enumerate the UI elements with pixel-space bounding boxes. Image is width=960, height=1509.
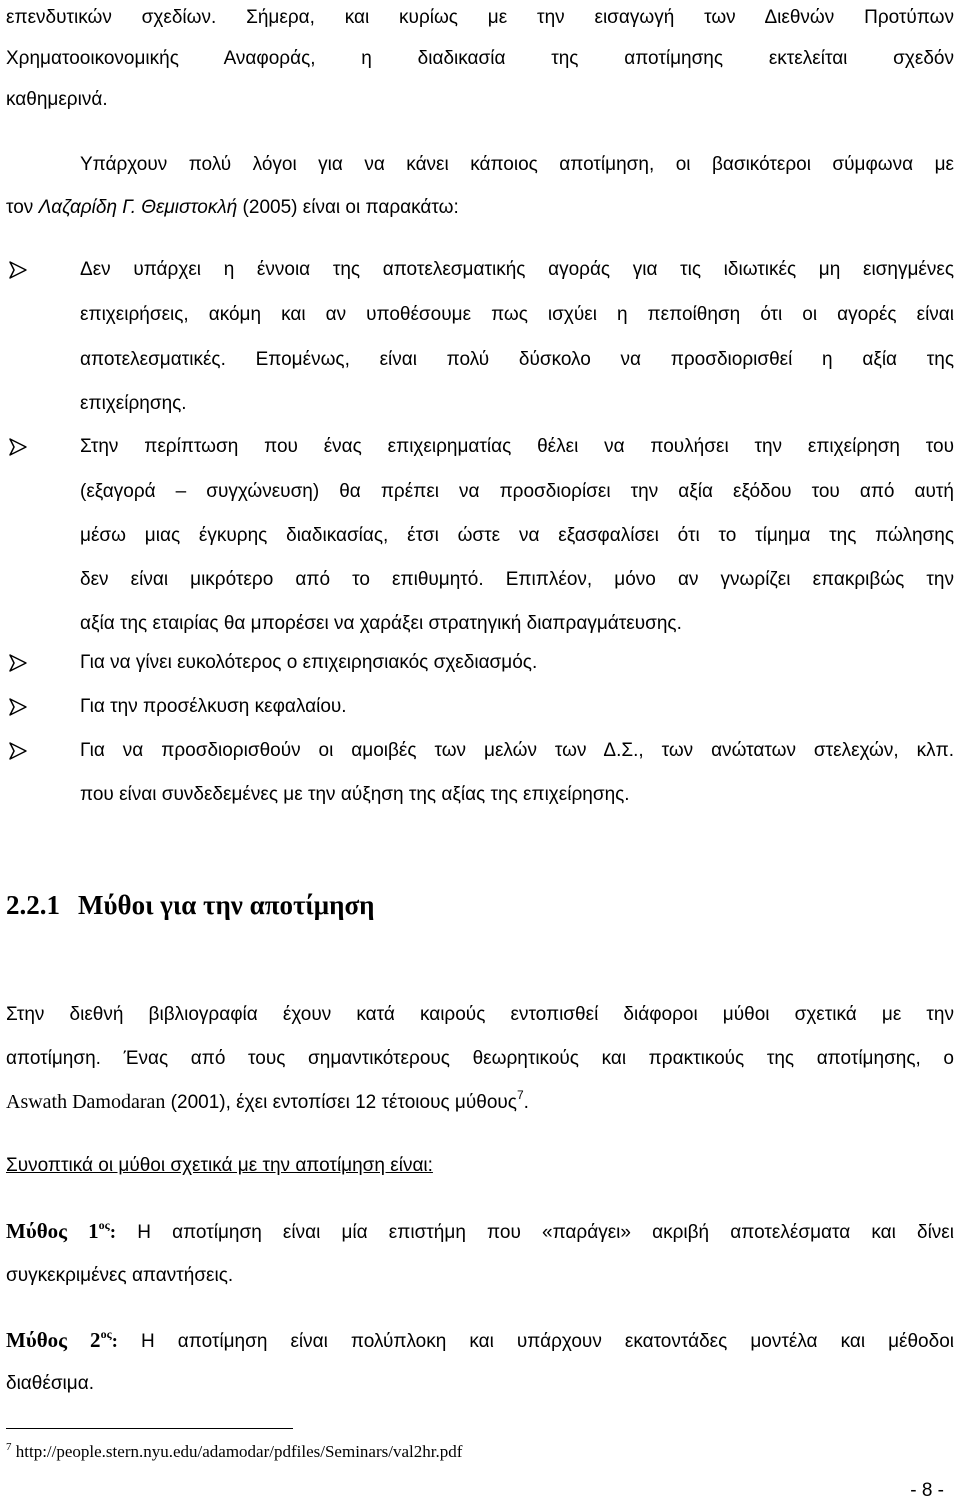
reasons-intro-post: (2005) είναι οι παρακάτω: — [237, 197, 459, 218]
page-number: - 8 - — [910, 1480, 944, 1501]
myth-1-line-1 — [6, 1218, 954, 1246]
bullet-2-line-1: Στην περίπτωση που ένας επιχειρηματίας θέλει να πουλήσει την επιχείρηση του — [80, 436, 954, 457]
bullet-5-line-2: που είναι συνδεδεμένες με την αύξηση της αξίας της επιχείρησης. — [80, 784, 630, 805]
myths-intro-line-3 — [6, 1089, 529, 1116]
intro-line-1: επενδυτικών σχεδίων. Σήμερα, και κυρίως με την εισαγωγή των Διεθνών Προτύπων — [6, 7, 954, 28]
myth-1-label: Μύθος 1 — [6, 1219, 99, 1243]
bullet-1-line-2: επιχειρήσεις, ακόμη και αν υποθέσουμε πως ισχύει η πεποίθηση ότι οι αγορές είναι — [80, 304, 954, 325]
myths-intro-end: . — [523, 1092, 529, 1113]
myth-2-ordinal: ος — [100, 1327, 112, 1341]
bullet-1-line-1: Δεν υπάρχει η έννοια της αποτελεσματικής αγοράς για τις ιδιωτικές μη εισηγμένες — [80, 259, 954, 280]
myth-1-line-2: συγκεκριμένες απαντήσεις. — [6, 1265, 234, 1286]
intro-line-3: καθημερινά. — [6, 89, 108, 110]
footnote — [6, 1441, 462, 1463]
footnote-url[interactable]: http://people.stern.nyu.edu/adamodar/pdfiles/Seminars/val2hr.pdf — [11, 1442, 463, 1461]
bullet-2-line-4: δεν είναι μικρότερο από το επιθυμητό. Επιπλέον, μόνο αν γνωρίζει επακριβώς την — [80, 569, 954, 590]
bullet-1-line-3: αποτελεσματικές. Επομένως, είναι πολύ δύσκολο να προσδιορισθεί η αξία της — [80, 349, 954, 370]
footnote-separator — [6, 1428, 293, 1429]
section-number: 2.2.1 — [6, 890, 60, 920]
author-name: Λαζαρίδη Γ. Θεμιστοκλή — [38, 197, 238, 218]
bullet-2-line-5: αξία της εταιρίας θα μπορέσει να χαράξει στρατηγική διαπραγμάτευσης. — [80, 613, 682, 634]
myth-2-label: Μύθος 2 — [6, 1328, 101, 1352]
arrowhead-bullet-icon — [7, 740, 29, 762]
arrowhead-bullet-icon — [7, 259, 29, 281]
bullet-3-line-1: Για να γίνει ευκολότερος ο επιχειρησιακός σχεδιασμός. — [80, 652, 538, 673]
myth-2-text: Η αποτίμηση είναι πολύπλοκη και υπάρχουν εκατοντάδες μοντέλα και μέθοδοι — [117, 1331, 954, 1352]
reasons-intro-pre: τον — [6, 197, 39, 218]
intro-line-2: Χρηματοοικονομικής Αναφοράς, η διαδικασία της αποτίμησης εκτελείται σχεδόν — [6, 48, 954, 69]
footnote-ref: 7 — [516, 1088, 524, 1102]
footnote-mark: 7 — [6, 1441, 12, 1453]
myths-intro-line-1: Στην διεθνή βιβλιογραφία έχουν κατά καιρούς εντοπισθεί διάφοροι μύθοι σχετικά με την — [6, 1004, 954, 1025]
myth-1-text: Η αποτίμηση είναι μία επιστήμη που «παράγει» ακριβή αποτελέσματα και δίνει — [116, 1222, 954, 1243]
bullet-1-line-4: επιχείρησης. — [80, 393, 187, 414]
myth-1-colon: : — [109, 1222, 117, 1243]
myth-2-colon: : — [111, 1331, 118, 1352]
bullet-2-line-2: (εξαγορά – συγχώνευση) θα πρέπει να προσδιορίσει την αξία εξόδου του από αυτή — [80, 481, 954, 502]
section-title: Μύθοι για την αποτίμηση — [78, 890, 375, 920]
bullet-5-line-1: Για να προσδιορισθούν οι αμοιβές των μελών των Δ.Σ., των ανώτατων στελεχών, κλπ. — [80, 740, 954, 761]
bullet-4-line-1: Για την προσέλκυση κεφαλαίου. — [80, 696, 347, 717]
damodaran-name: Aswath Damodaran — [6, 1091, 166, 1113]
myth-1-ordinal: ος — [98, 1218, 110, 1232]
arrowhead-bullet-icon — [7, 436, 29, 458]
section-heading — [6, 888, 374, 922]
arrowhead-bullet-icon — [7, 696, 29, 718]
arrowhead-bullet-icon — [7, 652, 29, 674]
bullet-2-line-3: μέσω μιας έγκυρης διαδικασίας, έτσι ώστε να εξασφαλίσει ότι το τίμημα της πώλησης — [80, 525, 954, 546]
myth-2-line-1 — [6, 1327, 954, 1355]
myths-intro-line-2: αποτίμηση. Ένας από τους σημαντικότερους θεωρητικούς και πρακτικούς της αποτίμησης, ο — [6, 1048, 954, 1069]
reasons-intro-line-1: Υπάρχουν πολύ λόγοι για να κάνει κάποιος αποτίμηση, οι βασικότεροι σύμφωνα με — [80, 154, 954, 175]
myths-intro-rest: (2001), έχει εντοπίσει 12 τέτοιους μύθους — [165, 1092, 517, 1113]
summary-heading: Συνοπτικά οι μύθοι σχετικά με την αποτίμηση είναι: — [6, 1155, 433, 1176]
myth-2-line-2: διαθέσιμα. — [6, 1373, 94, 1394]
reasons-intro-line-2 — [6, 195, 459, 221]
